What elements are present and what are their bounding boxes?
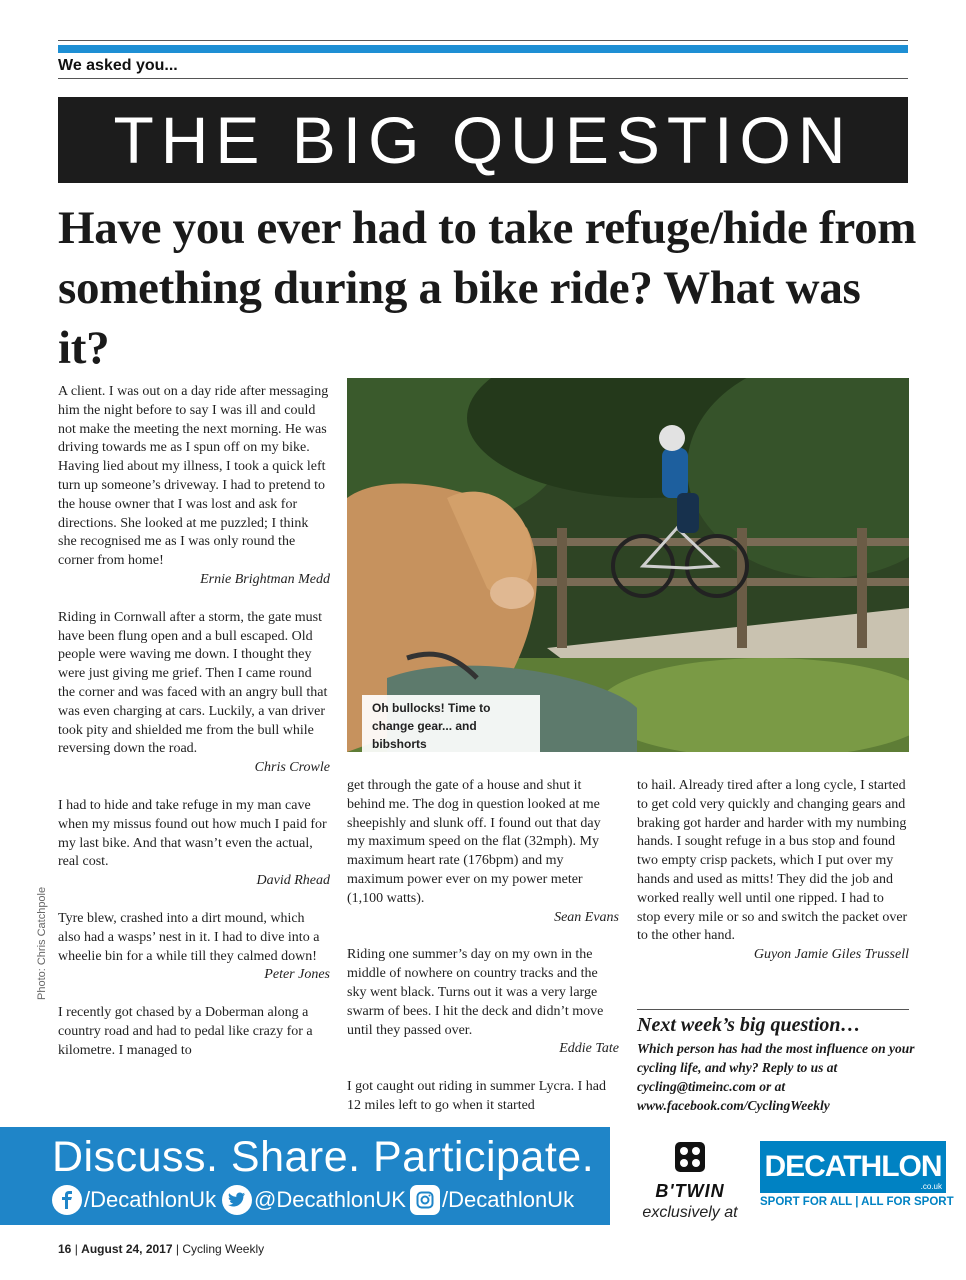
kicker-rule xyxy=(58,78,908,79)
answer-text: I got caught out riding in summer Lycra. I had 12 miles left to go when it started xyxy=(347,1079,606,1113)
answer-text: A client. I was out on a day ride after messaging him the night before to say I was ill and could not make the meeting the next morning. He was driving towards me as I spun off on my bike. Having lied about my illness, I took a quick left turn up someone’s driveway. I had to pretend to the house owner that I was lost and ask for directions. She looked at me puzzled; I think she recognised me as I was only round the corner from home! xyxy=(58,384,329,569)
decathlon-tagline: SPORT FOR ALL | ALL FOR SPORT xyxy=(760,1196,954,1208)
blue-accent-bar xyxy=(58,45,908,53)
answer-author: Ernie Brightman Medd xyxy=(200,571,330,587)
section-kicker: We asked you... xyxy=(58,57,178,74)
answer-text: Riding in Cornwall after a storm, the gate must have been flung open and a bull escaped. Old people were waving me down. I thought they were just giving me grief. Then I came round the corner and was faced with an angry bull that was even charging at cars. Luckily, a van driver took pity and shielded me from the bull while reversing down the road. xyxy=(58,609,328,757)
btwin-tagline: exclusively at xyxy=(642,1204,738,1221)
twitter-icon xyxy=(222,1185,252,1215)
answer-text: I had to hide and take refuge in my man cave when my missus found out how much I paid for my last bike. And that wasn’t even the actual, real cost. xyxy=(58,797,327,870)
decathlon-logo[interactable] xyxy=(760,1141,946,1193)
page-folio: 16 | August 24, 2017 | Cycling Weekly xyxy=(58,1242,265,1256)
twitter-handle: @DecathlonUK xyxy=(254,1187,406,1212)
facebook-handle: /DecathlonUk xyxy=(84,1187,217,1212)
answer-author: Guyon Jamie Giles Trussell xyxy=(753,947,909,963)
facebook-icon xyxy=(52,1185,82,1215)
page-title: THE BIG QUESTION xyxy=(58,97,908,183)
facebook-link[interactable] xyxy=(52,1185,216,1215)
ad-slogan: Discuss. Share. Participate. xyxy=(52,1133,595,1181)
answer-text: get through the gate of a house and shut it behind me. The dog in question looked at me sheepishly and slunk off. I found out that day my maximum speed on the flat (32mph). My maximum heart rate (176bpm) and my maximum power ever on my power meter (1,100 watts). xyxy=(347,778,601,906)
next-week-box xyxy=(637,1014,917,1115)
magazine-name: Cycling Weekly xyxy=(182,1242,265,1256)
instagram-icon xyxy=(410,1185,440,1215)
column-1 xyxy=(58,383,330,1061)
decathlon-domain: .co.uk xyxy=(920,1182,942,1191)
answer-text: Riding one summer’s day on my own in the middle of nowhere on country tracks and the sky went black. Turns out it was a very large swarm of bees. I hit the deck and didn’t move until they passed over. xyxy=(347,947,604,1038)
instagram-handle: /DecathlonUk xyxy=(442,1187,575,1212)
page-number: 16 xyxy=(58,1242,72,1256)
answer-text: Tyre blew, crashed into a dirt mound, which also had a wasps’ nest in it. I had to dive into a wheelie bin for a while till they calmed down! xyxy=(58,910,320,964)
answer-author: David Rhead xyxy=(256,873,330,889)
twitter-link[interactable] xyxy=(222,1185,406,1215)
top-rule xyxy=(58,40,908,41)
headline-question: Have you ever had to take refuge/hide from something during a bike ride? What was it? xyxy=(58,202,917,374)
btwin-logo-block[interactable] xyxy=(630,1140,750,1222)
answer-author: Eddie Tate xyxy=(559,1041,619,1057)
photo-credit: Photo: Chris Catchpole xyxy=(36,886,48,1000)
issue-date: August 24, 2017 xyxy=(81,1242,173,1256)
answer-text: I recently got chased by a Doberman along a country road and had to pedal like crazy for a kilometre. I managed to xyxy=(58,1005,313,1058)
btwin-emblem-icon xyxy=(673,1140,707,1174)
decathlon-ad-banner[interactable] xyxy=(0,1127,610,1225)
decathlon-wordmark: DECATHLON xyxy=(764,1150,942,1183)
instagram-link[interactable] xyxy=(410,1185,574,1215)
answer-author: Sean Evans xyxy=(554,909,619,925)
next-week-text: Which person has had the most influence on your cycling life, and why? Reply to us at cycling@timeinc.com or at www.facebook.com/CyclingWeekly xyxy=(637,1041,915,1113)
next-week-rule xyxy=(637,1009,909,1010)
next-week-title: Next week’s big question… xyxy=(637,1014,861,1036)
answer-author: Peter Jones xyxy=(264,967,330,983)
answer-text: to hail. Already tired after a long cycle, I started to get cold very quickly and changing gears and braking got harder and harder with my numbing hands. I sought refuge in a bus stop and found two empty crisp packets, which I put over my hands and used as mitts! They did the job and worked really well until one ripped. I had to stop every mile or so and switch the packet over to the other hand. xyxy=(637,778,908,944)
column-2 xyxy=(347,777,619,1116)
column-3 xyxy=(637,777,909,984)
answer-author: Chris Crowle xyxy=(254,760,330,776)
photo-caption: Oh bullocks! Time to change gear... and bibshorts xyxy=(362,695,540,757)
btwin-wordmark: B'TWIN xyxy=(655,1181,725,1201)
